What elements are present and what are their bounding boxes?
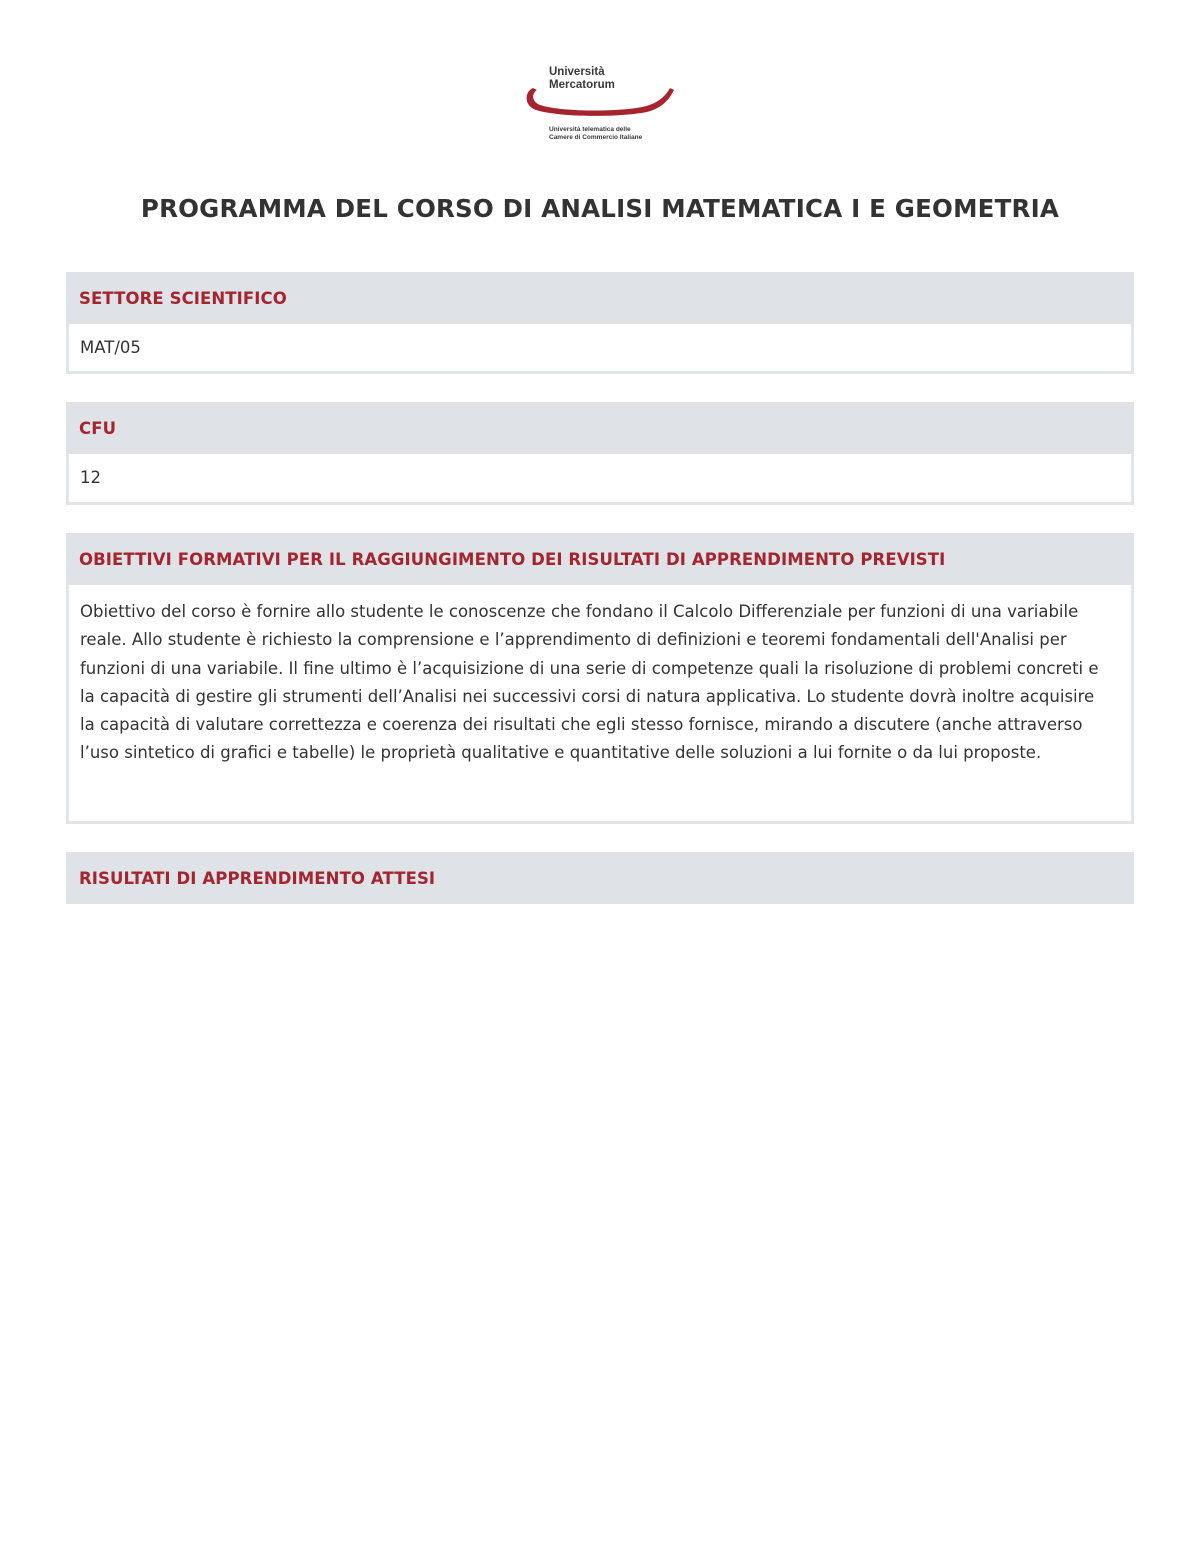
section-cfu (66, 402, 1134, 505)
university-logo (522, 62, 682, 148)
section-heading: SETTORE SCIENTIFICO (66, 272, 1134, 324)
section-obiettivi-formativi (66, 533, 1134, 824)
logo-title (549, 66, 615, 92)
section-heading: CFU (66, 402, 1134, 454)
logo-subtitle (549, 126, 642, 142)
page-title: PROGRAMMA DEL CORSO DI ANALISI MATEMATICA I E GEOMETRIA (140, 194, 1060, 223)
logo-title-line2: Mercatorum (549, 79, 615, 91)
section-heading: RISULTATI DI APPRENDIMENTO ATTESI (66, 852, 1134, 904)
section-body: Obiettivo del corso è fornire allo studente le conoscenze che fondano il Calcolo Differenziale per funzioni di una variabile reale. Allo studente è richiesto la comprensione e l’apprendimento di definizioni e teoremi fondamentali dell'Analisi per funzioni di una variabile. Il fine ultimo è l’acquisizione di una serie di competenze quali la risoluzione di problemi concreti e la capacità di gestire gli strumenti dell’Analisi nei successivi corsi di natura applicativa. Lo studente dovrà inoltre acquisire la capacità di valutare correttezza e coerenza dei risultati che egli stesso fornisce, mirando a discutere (anche attraverso l’uso sintetico di grafici e tabelle) le proprietà qualitative e quantitative delle soluzioni a lui fornite o da lui proposte. (66, 585, 1134, 824)
section-body: 12 (66, 454, 1134, 505)
logo-title-line1: Università (549, 66, 605, 78)
section-risultati-attesi (66, 852, 1134, 904)
logo-subtitle-line1: Università telematica delle (549, 126, 631, 133)
section-body: MAT/05 (66, 324, 1134, 374)
logo-subtitle-line2: Camere di Commercio Italiane (549, 134, 643, 141)
section-settore-scientifico (66, 272, 1134, 374)
section-heading: OBIETTIVI FORMATIVI PER IL RAGGIUNGIMENTO DEI RISULTATI DI APPRENDIMENTO PREVISTI (66, 533, 1134, 585)
